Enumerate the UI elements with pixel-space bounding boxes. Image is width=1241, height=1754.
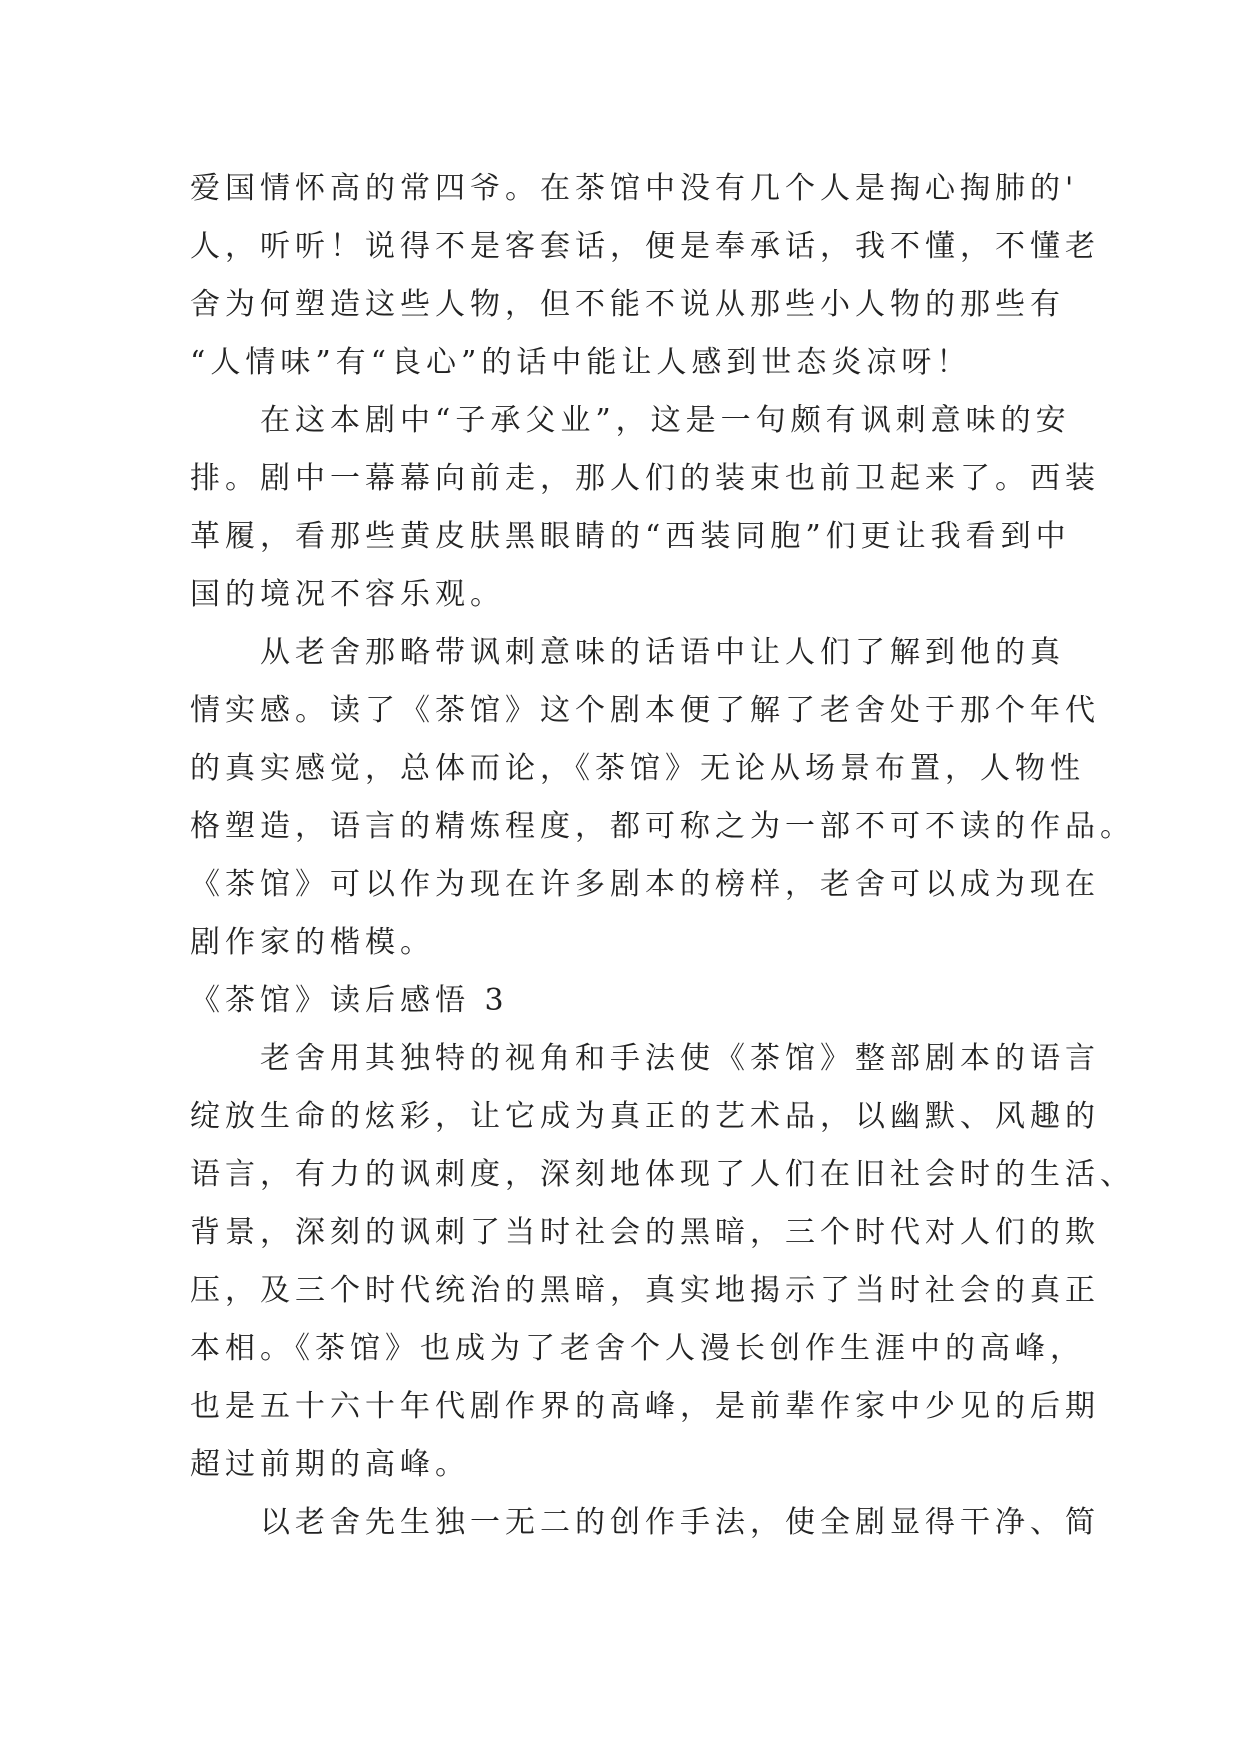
- text-line: 《茶馆》可以作为现在许多剧本的榜样，老舍可以成为现在: [190, 867, 1100, 902]
- text-line: 老舍用其独特的视角和手法使《茶馆》整部剧本的语言: [190, 1041, 1100, 1076]
- text-line: 情实感。读了《茶馆》这个剧本便了解了老舍处于那个年代: [190, 693, 1100, 728]
- text-line: 人，听听！说得不是客套话，便是奉承话，我不懂，不懂老: [190, 229, 1100, 264]
- text-line: 超过前期的高峰。: [190, 1447, 470, 1482]
- text-line: 语言，有力的讽刺度，深刻地体现了人们在旧社会时的生活、: [190, 1157, 1135, 1192]
- section-heading: 《茶馆》读后感悟 3: [190, 983, 509, 1018]
- text-line: 背景，深刻的讽刺了当时社会的黑暗，三个时代对人们的欺: [190, 1215, 1100, 1250]
- text-line: 爱国情怀高的常四爷。在茶馆中没有几个人是掏心掏肺的': [190, 171, 1079, 206]
- text-line: 从老舍那略带讽刺意味的话语中让人们了解到他的真: [190, 635, 1065, 670]
- text-line: 也是五十六十年代剧作界的高峰，是前辈作家中少见的后期: [190, 1389, 1100, 1424]
- text-line: “人情味”有“良心”的话中能让人感到世态炎凉呀！: [190, 345, 972, 380]
- text-line: 舍为何塑造这些人物，但不能不说从那些小人物的那些有: [190, 287, 1065, 322]
- text-line: 绽放生命的炫彩，让它成为真正的艺术品，以幽默、风趣的: [190, 1099, 1100, 1134]
- text-line: 压，及三个时代统治的黑暗，真实地揭示了当时社会的真正: [190, 1273, 1100, 1308]
- text-line: 国的境况不容乐观。: [190, 577, 505, 612]
- text-line: 排。剧中一幕幕向前走，那人们的装束也前卫起来了。西装: [190, 461, 1100, 496]
- text-line: 本相。《茶馆》也成为了老舍个人漫长创作生涯中的高峰，: [190, 1331, 1085, 1366]
- body-text: [190, 160, 1135, 1552]
- text-line: 在这本剧中“子承父业”，这是一句颇有讽刺意味的安: [190, 403, 1071, 438]
- text-line: 剧作家的楷模。: [190, 925, 435, 960]
- text-line: 革履，看那些黄皮肤黑眼睛的“西装同胞”们更让我看到中: [190, 519, 1071, 554]
- text-line: 以老舍先生独一无二的创作手法，使全剧显得干净、简: [190, 1505, 1100, 1540]
- text-line: 格塑造，语言的精炼程度，都可称之为一部不可不读的作品。: [190, 809, 1135, 844]
- text-line: 的真实感觉，总体而论，《茶馆》无论从场景布置，人物性: [190, 751, 1085, 786]
